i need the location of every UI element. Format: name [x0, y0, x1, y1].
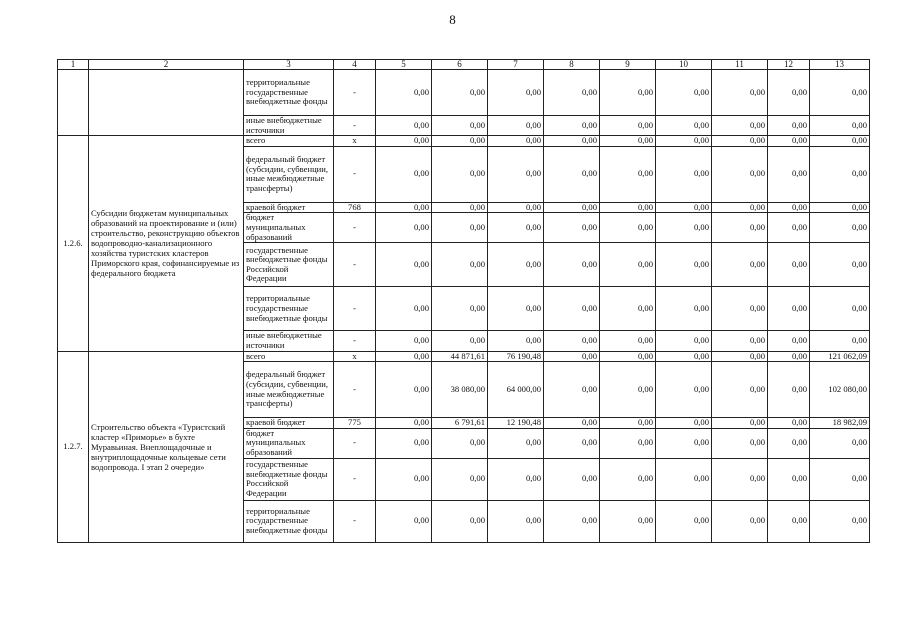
- amount-cell: 0,00: [600, 202, 656, 213]
- amount-cell: 0,00: [656, 243, 712, 287]
- amount-cell: 38 080,00: [432, 362, 488, 418]
- budget-code: -: [334, 362, 376, 418]
- table-row: [58, 351, 870, 362]
- amount-cell: 121 062,09: [810, 351, 870, 362]
- amount-cell: 0,00: [544, 500, 600, 542]
- amount-cell: 0,00: [600, 136, 656, 147]
- amount-cell: 0,00: [488, 243, 544, 287]
- amount-cell: 0,00: [600, 418, 656, 429]
- amount-cell: 0,00: [656, 458, 712, 500]
- amount-cell: 0,00: [712, 146, 768, 202]
- amount-cell: 0,00: [768, 418, 810, 429]
- amount-cell: 0,00: [600, 146, 656, 202]
- amount-cell: 0,00: [656, 351, 712, 362]
- header-cell: 10: [656, 60, 712, 70]
- amount-cell: 0,00: [768, 70, 810, 116]
- amount-cell: 0,00: [376, 70, 432, 116]
- item-name: Субсидии бюджетам муниципальных образований на проектирование и (или) строительство, реконструкцию объектов водопроводно-канализационного хозяйства туристских кластеров Приморского края, софинансируемые из федерального бюджета: [89, 136, 244, 351]
- amount-cell: 0,00: [600, 331, 656, 351]
- amount-cell: 0,00: [768, 428, 810, 458]
- amount-cell: 0,00: [810, 331, 870, 351]
- amount-cell: 0,00: [488, 428, 544, 458]
- budget-code: x: [334, 351, 376, 362]
- amount-cell: 0,00: [656, 146, 712, 202]
- header-cell: 3: [244, 60, 334, 70]
- amount-cell: 0,00: [432, 202, 488, 213]
- amount-cell: 0,00: [376, 136, 432, 147]
- amount-cell: 0,00: [810, 428, 870, 458]
- amount-cell: 0,00: [488, 213, 544, 243]
- funding-source: государственные внебюджетные фонды Российской Федерации: [244, 458, 334, 500]
- amount-cell: 0,00: [432, 331, 488, 351]
- amount-cell: 0,00: [544, 351, 600, 362]
- amount-cell: 0,00: [600, 351, 656, 362]
- amount-cell: 0,00: [712, 351, 768, 362]
- amount-cell: 0,00: [712, 243, 768, 287]
- amount-cell: 0,00: [488, 331, 544, 351]
- budget-code: x: [334, 136, 376, 147]
- amount-cell: 0,00: [544, 362, 600, 418]
- amount-cell: 0,00: [656, 213, 712, 243]
- amount-cell: 44 871,61: [432, 351, 488, 362]
- amount-cell: 0,00: [544, 136, 600, 147]
- amount-cell: 0,00: [376, 287, 432, 331]
- budget-code: -: [334, 243, 376, 287]
- amount-cell: 0,00: [544, 243, 600, 287]
- amount-cell: 0,00: [544, 428, 600, 458]
- item-code: 1.2.6.: [58, 136, 89, 351]
- amount-cell: 0,00: [432, 243, 488, 287]
- amount-cell: 0,00: [432, 136, 488, 147]
- amount-cell: 0,00: [768, 136, 810, 147]
- amount-cell: 0,00: [376, 458, 432, 500]
- amount-cell: 0,00: [544, 213, 600, 243]
- amount-cell: 76 190,48: [488, 351, 544, 362]
- amount-cell: 0,00: [376, 418, 432, 429]
- amount-cell: 0,00: [768, 351, 810, 362]
- item-name: Строительство объекта «Туристский кластер «Приморье» в бухте Муравьиная. Внеплощадочные и внутриплощадочные кольцевые сети водопровода. I этап 2 очереди»: [89, 351, 244, 542]
- budget-code: -: [334, 116, 376, 136]
- page-number: 8: [449, 12, 456, 27]
- amount-cell: 0,00: [768, 116, 810, 136]
- funding-source: иные внебюджетные источники: [244, 331, 334, 351]
- amount-cell: 0,00: [656, 136, 712, 147]
- amount-cell: 12 190,48: [488, 418, 544, 429]
- header-cell: 13: [810, 60, 870, 70]
- budget-code: -: [334, 331, 376, 351]
- amount-cell: 0,00: [600, 428, 656, 458]
- amount-cell: 0,00: [810, 458, 870, 500]
- header-cell: 12: [768, 60, 810, 70]
- header-cell: 9: [600, 60, 656, 70]
- amount-cell: 0,00: [432, 458, 488, 500]
- amount-cell: 0,00: [768, 213, 810, 243]
- amount-cell: 0,00: [712, 331, 768, 351]
- amount-cell: 0,00: [376, 146, 432, 202]
- amount-cell: 0,00: [544, 116, 600, 136]
- amount-cell: 0,00: [712, 428, 768, 458]
- header-cell: 7: [488, 60, 544, 70]
- amount-cell: 0,00: [544, 458, 600, 500]
- amount-cell: 0,00: [810, 287, 870, 331]
- amount-cell: 0,00: [432, 146, 488, 202]
- funding-source: бюджет муниципальных образований: [244, 428, 334, 458]
- amount-cell: 0,00: [810, 500, 870, 542]
- amount-cell: 0,00: [768, 331, 810, 351]
- amount-cell: 0,00: [768, 202, 810, 213]
- amount-cell: 0,00: [768, 146, 810, 202]
- funding-source: территориальные государственные внебюджетные фонды: [244, 500, 334, 542]
- table-row: [58, 136, 870, 147]
- amount-cell: 0,00: [544, 331, 600, 351]
- amount-cell: 0,00: [712, 362, 768, 418]
- amount-cell: 0,00: [656, 202, 712, 213]
- header-cell: 2: [89, 60, 244, 70]
- amount-cell: 0,00: [488, 458, 544, 500]
- funding-source: всего: [244, 136, 334, 147]
- funding-source: иные внебюджетные источники: [244, 116, 334, 136]
- amount-cell: 0,00: [376, 351, 432, 362]
- amount-cell: 0,00: [712, 418, 768, 429]
- header-cell: 5: [376, 60, 432, 70]
- amount-cell: 0,00: [600, 213, 656, 243]
- amount-cell: 0,00: [432, 213, 488, 243]
- header-cell: 4: [334, 60, 376, 70]
- amount-cell: 0,00: [488, 202, 544, 213]
- header-cell: 11: [712, 60, 768, 70]
- funding-source: краевой бюджет: [244, 418, 334, 429]
- amount-cell: 0,00: [768, 243, 810, 287]
- budget-code: -: [334, 428, 376, 458]
- budget-code: 768: [334, 202, 376, 213]
- amount-cell: 0,00: [712, 70, 768, 116]
- amount-cell: 0,00: [656, 70, 712, 116]
- amount-cell: 0,00: [432, 287, 488, 331]
- amount-cell: 0,00: [600, 287, 656, 331]
- amount-cell: 0,00: [810, 213, 870, 243]
- amount-cell: 0,00: [376, 331, 432, 351]
- amount-cell: 6 791,61: [432, 418, 488, 429]
- header-cell: 6: [432, 60, 488, 70]
- amount-cell: 0,00: [432, 428, 488, 458]
- amount-cell: 0,00: [712, 116, 768, 136]
- amount-cell: 0,00: [544, 202, 600, 213]
- amount-cell: 0,00: [376, 213, 432, 243]
- amount-cell: 0,00: [376, 202, 432, 213]
- amount-cell: 0,00: [712, 500, 768, 542]
- amount-cell: 0,00: [600, 116, 656, 136]
- amount-cell: 0,00: [432, 116, 488, 136]
- amount-cell: 0,00: [376, 116, 432, 136]
- amount-cell: 0,00: [768, 362, 810, 418]
- amount-cell: 0,00: [544, 70, 600, 116]
- amount-cell: 0,00: [810, 136, 870, 147]
- funding-source: федеральный бюджет (субсидии, субвенции, иные межбюджетные трансферты): [244, 362, 334, 418]
- amount-cell: 0,00: [656, 116, 712, 136]
- amount-cell: 0,00: [600, 243, 656, 287]
- funding-source: территориальные государственные внебюджетные фонды: [244, 287, 334, 331]
- amount-cell: 0,00: [376, 428, 432, 458]
- amount-cell: 0,00: [810, 116, 870, 136]
- table-row: [58, 70, 870, 116]
- amount-cell: 0,00: [810, 243, 870, 287]
- amount-cell: 64 000,00: [488, 362, 544, 418]
- amount-cell: 0,00: [544, 418, 600, 429]
- amount-cell: 0,00: [488, 136, 544, 147]
- amount-cell: 0,00: [656, 500, 712, 542]
- amount-cell: 0,00: [544, 287, 600, 331]
- header-row: [58, 60, 870, 70]
- funding-source: государственные внебюджетные фонды Российской Федерации: [244, 243, 334, 287]
- amount-cell: 0,00: [376, 243, 432, 287]
- budget-code: -: [334, 500, 376, 542]
- amount-cell: 0,00: [712, 458, 768, 500]
- amount-cell: 0,00: [768, 500, 810, 542]
- budget-code: -: [334, 458, 376, 500]
- funding-source: всего: [244, 351, 334, 362]
- item-code: [58, 70, 89, 136]
- amount-cell: 0,00: [810, 202, 870, 213]
- amount-cell: 0,00: [768, 458, 810, 500]
- amount-cell: 0,00: [656, 287, 712, 331]
- amount-cell: 18 982,09: [810, 418, 870, 429]
- amount-cell: 0,00: [712, 202, 768, 213]
- amount-cell: 0,00: [600, 458, 656, 500]
- budget-code: -: [334, 70, 376, 116]
- funding-source: краевой бюджет: [244, 202, 334, 213]
- amount-cell: 0,00: [768, 287, 810, 331]
- header-cell: 1: [58, 60, 89, 70]
- amount-cell: 0,00: [488, 116, 544, 136]
- amount-cell: 0,00: [656, 362, 712, 418]
- amount-cell: 0,00: [432, 70, 488, 116]
- amount-cell: 0,00: [810, 70, 870, 116]
- budget-code: -: [334, 146, 376, 202]
- header-cell: 8: [544, 60, 600, 70]
- amount-cell: 0,00: [712, 136, 768, 147]
- amount-cell: 0,00: [656, 428, 712, 458]
- item-name: [89, 70, 244, 136]
- amount-cell: 0,00: [376, 500, 432, 542]
- budget-code: -: [334, 287, 376, 331]
- funding-source: бюджет муниципальных образований: [244, 213, 334, 243]
- item-code: 1.2.7.: [58, 351, 89, 542]
- amount-cell: 0,00: [488, 500, 544, 542]
- budget-code: -: [334, 213, 376, 243]
- amount-cell: 0,00: [488, 146, 544, 202]
- amount-cell: 0,00: [432, 500, 488, 542]
- amount-cell: 0,00: [810, 146, 870, 202]
- funding-source: территориальные государственные внебюджетные фонды: [244, 70, 334, 116]
- amount-cell: 0,00: [600, 362, 656, 418]
- amount-cell: 0,00: [544, 146, 600, 202]
- funding-source: федеральный бюджет (субсидии, субвенции, иные межбюджетные трансферты): [244, 146, 334, 202]
- budget-code: 775: [334, 418, 376, 429]
- amount-cell: 0,00: [600, 500, 656, 542]
- amount-cell: 0,00: [656, 418, 712, 429]
- amount-cell: 0,00: [656, 331, 712, 351]
- amount-cell: 102 080,00: [810, 362, 870, 418]
- amount-cell: 0,00: [488, 287, 544, 331]
- amount-cell: 0,00: [712, 287, 768, 331]
- budget-table: [57, 59, 870, 543]
- amount-cell: 0,00: [488, 70, 544, 116]
- amount-cell: 0,00: [712, 213, 768, 243]
- amount-cell: 0,00: [376, 362, 432, 418]
- amount-cell: 0,00: [600, 70, 656, 116]
